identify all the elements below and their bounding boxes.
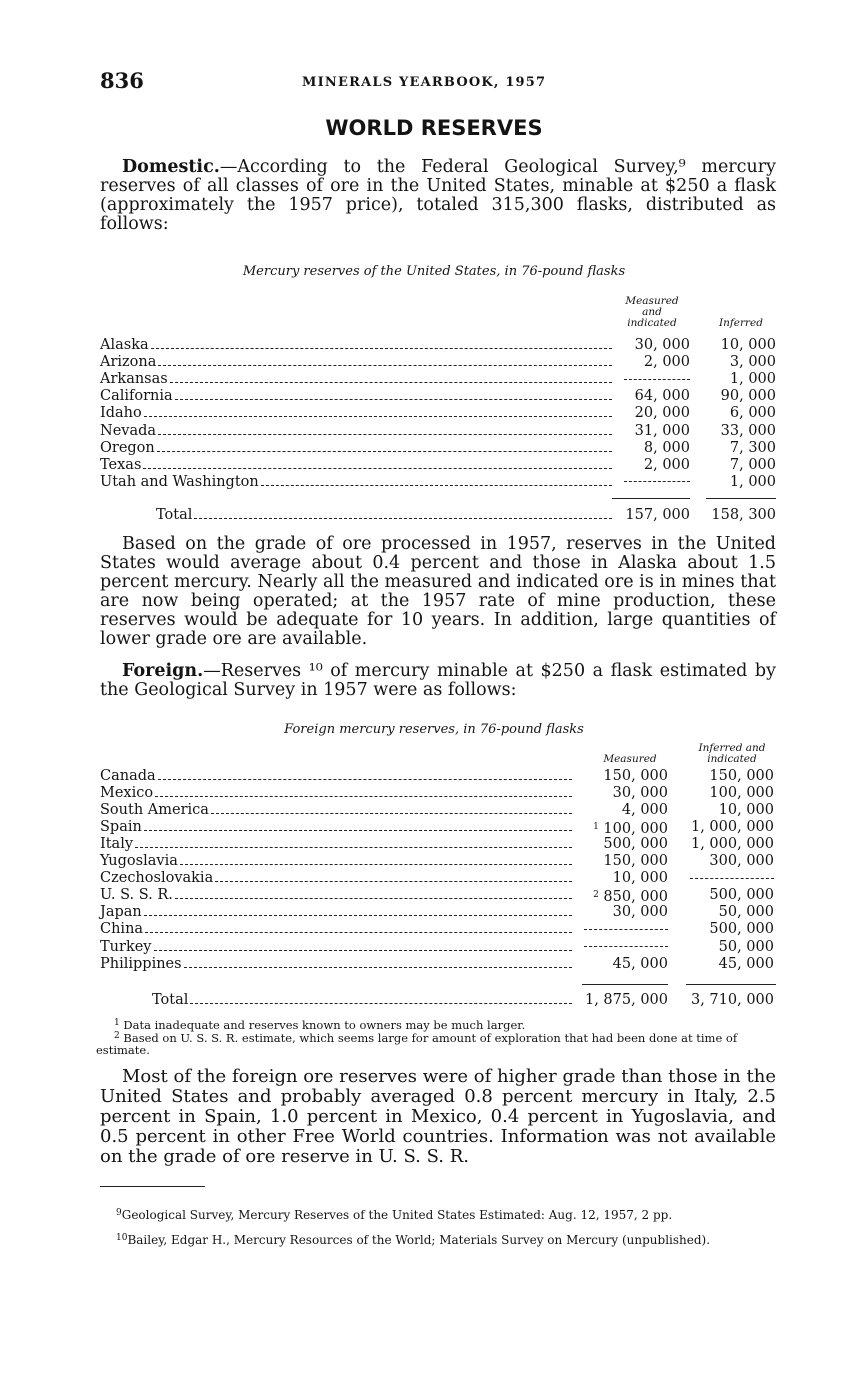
foreign-row-value-1: 4, 000 (621, 802, 668, 819)
us-row-value-1: 8, 000 (643, 439, 690, 456)
footnote-10: $^{10}$Bailey, Edgar H., Mercury Resources of the World; Materials Survey on Mercury (unpublished). (116, 1233, 711, 1247)
table-note-1: $^1$ Data inadequate and reserves known to owners may be much larger. (114, 1018, 526, 1032)
foreign-row-name: Spain (100, 819, 142, 836)
total-rule (612, 498, 690, 499)
us-col2-header: Inferred (719, 317, 763, 329)
us-row (100, 405, 776, 422)
dot-leader (215, 881, 572, 882)
us-row-value-1: 64, 000 (634, 388, 690, 405)
dot-leader (143, 468, 612, 469)
us-row-value-1: 2, 000 (643, 456, 690, 473)
page-header (100, 68, 776, 98)
table-note-2: $^2$ Based on U. S. S. R. estimate, which seems large for amount of exploration that had been done at time of estimate. (96, 1031, 738, 1057)
foreign-total-row (100, 992, 776, 1009)
us-total-row (100, 507, 776, 524)
domestic-lead: Domestic. (122, 157, 220, 177)
foreign-row (100, 939, 776, 956)
foreign-row-value-1: 30, 000 (612, 785, 668, 802)
footnote-separator (100, 1186, 205, 1187)
foreign-text: —Reserves ¹⁰ of mercury minable at $250 a flask estimated by the Geological Survey in 1957 were as follows: (100, 661, 776, 700)
foreign-row-name: Yugoslavia (100, 853, 178, 870)
foreign-row (100, 853, 776, 870)
foreign-row-value-2: 1, 000, 000 (690, 819, 774, 836)
total-rule (686, 984, 776, 985)
foreign-row (100, 887, 776, 904)
foreign-paragraph (100, 662, 776, 700)
dot-leader (184, 967, 572, 968)
foreign-row-value-2: 500, 000 (709, 921, 774, 938)
foreign-row-name: Turkey (100, 938, 152, 955)
us-row-name: Texas (100, 456, 142, 473)
foreign-row-value-2: 300, 000 (709, 853, 774, 870)
no-data-dash (624, 481, 690, 482)
foreign-total-row-value-2: 3, 710, 000 (690, 992, 774, 1008)
foreign-row (100, 785, 776, 802)
us-row-value-2: 33, 000 (720, 422, 776, 439)
us-row (100, 354, 776, 371)
dot-leader (135, 847, 572, 848)
page-number: 836 (100, 68, 144, 93)
running-head: MINERALS YEARBOOK, 1957 (302, 75, 547, 90)
no-data-dash (584, 946, 668, 947)
us-row-value-2: 3, 000 (729, 354, 776, 371)
us-row-value-1: 31, 000 (634, 422, 690, 439)
closing-paragraph: Most of the foreign ore reserves were of higher grade than those in the United States and probably averaged 0.8 percent mercury in Italy, 2.5 percent in Spain, 1.0 percent in Mexico, 0.4 percent in Yugoslavia, and 0.5 percent in other Free World countries. Information was not available on the grade of ore reserve in U. S. S. R. (100, 1066, 776, 1167)
foreign-row (100, 802, 776, 819)
foreign-row-name: Japan (100, 904, 142, 921)
us-row-name: Utah and Washington (100, 473, 259, 490)
us-row-name: Alaska (100, 337, 149, 353)
dot-leader (155, 796, 572, 797)
grade-paragraph: Based on the grade of ore processed in 1957, reserves in the United States would average about 0.4 percent and those in Alaska about 1.5 percent mercury. Nearly all the measured and indicated ore is in mines that are now being operated; at the 1957 rate of mine production, these reserves would be adequate for 10 years. In addition, large quantities of lower grade ore are available. (100, 534, 776, 649)
us-row (100, 423, 776, 440)
dot-leader (180, 864, 572, 865)
no-data-dash (624, 379, 690, 380)
us-col1-header: Measured and indicated (625, 295, 679, 329)
foreign-row (100, 956, 776, 973)
foreign-row-value-2 (690, 870, 774, 887)
foreign-row-value-2: 500, 000 (709, 887, 774, 904)
foreign-row-name: Philippines (100, 955, 182, 972)
dot-leader (261, 485, 612, 486)
foreign-lead: Foreign. (122, 661, 204, 681)
us-row-value-1 (624, 474, 690, 491)
dot-leader (158, 365, 612, 366)
us-total-row-value-2: 158, 300 (711, 507, 776, 523)
foreign-row-name: China (100, 921, 144, 938)
us-row-name: Arkansas (100, 371, 168, 388)
us-row (100, 371, 776, 388)
us-row-name: Idaho (100, 405, 142, 422)
us-row-name: Nevada (100, 422, 157, 439)
dot-leader (151, 348, 612, 349)
section-title: WORLD RESERVES (325, 116, 543, 140)
foreign-row-value-1: 500, 000 (603, 836, 668, 853)
foreign-row (100, 904, 776, 921)
foreign-row-value-2: 50, 000 (718, 938, 774, 955)
dot-leader (175, 399, 612, 400)
dot-leader (158, 779, 572, 780)
us-row-value-1: 2, 000 (643, 354, 690, 371)
us-row (100, 388, 776, 405)
dot-leader (158, 434, 612, 435)
dot-leader (190, 1003, 572, 1004)
dot-leader (170, 382, 612, 383)
us-row (100, 337, 776, 354)
us-total-row-name: Total (156, 507, 193, 523)
foreign-row-value-1: 150, 000 (603, 768, 668, 784)
us-row-value-2: 6, 000 (729, 405, 776, 422)
us-row-value-2: 90, 000 (720, 388, 776, 405)
us-table-caption: Mercury reserves of the United States, in 76-pound flasks (242, 264, 626, 279)
us-row-value-2: 1, 000 (729, 371, 776, 388)
foreign-row-name: Mexico (100, 785, 154, 802)
no-data-dash (584, 929, 668, 930)
foreign-row (100, 768, 776, 785)
foreign-row-name: Italy (100, 836, 134, 853)
total-rule (706, 498, 776, 499)
foreign-row-name: Canada (100, 768, 156, 784)
foreign-row-value-2: 10, 000 (718, 802, 774, 819)
foreign-row-value-2: 50, 000 (718, 904, 774, 921)
domestic-paragraph (100, 158, 776, 234)
foreign-row-value-1: 10, 000 (612, 870, 668, 887)
foreign-total-row-name: Total (152, 992, 189, 1008)
us-row-name: Oregon (100, 439, 155, 456)
foreign-row-value-2: 100, 000 (709, 785, 774, 802)
foreign-row (100, 819, 776, 836)
footnote-marker: 2 (593, 890, 599, 901)
us-row-name: Arizona (100, 354, 157, 371)
dot-leader (211, 813, 572, 814)
footnote-marker: 1 (593, 822, 599, 833)
foreign-total-row-value-1: 1, 875, 000 (584, 992, 668, 1008)
dot-leader (144, 830, 572, 831)
us-row-value-1: 30, 000 (634, 337, 690, 353)
us-row (100, 457, 776, 474)
us-row-value-2: 10, 000 (720, 337, 776, 353)
foreign-row-name: U. S. S. R. (100, 887, 173, 904)
dot-leader (157, 451, 612, 452)
foreign-row-value-2: 1, 000, 000 (690, 836, 774, 853)
us-row-value-2: 7, 000 (729, 456, 776, 473)
foreign-row-name: Czechoslovakia (100, 870, 214, 887)
foreign-row (100, 836, 776, 853)
foreign-row-value-1: $^1$ 100, 000 (593, 821, 668, 838)
dot-leader (145, 932, 572, 933)
foreign-row-value-2: 45, 000 (718, 955, 774, 972)
footnote-9: $^9$Geological Survey, Mercury Reserves of the United States Estimated: Aug. 12, 1957, 2 pp. (116, 1208, 673, 1222)
dot-leader (194, 518, 612, 519)
foreign-row-value-1: 150, 000 (603, 853, 668, 870)
us-row-value-2: 7, 300 (729, 439, 776, 456)
foreign-row-value-1: 45, 000 (612, 955, 668, 972)
dot-leader (175, 898, 572, 899)
foreign-row (100, 921, 776, 938)
dot-leader (154, 950, 572, 951)
foreign-row-value-1 (584, 939, 668, 956)
us-row-value-1 (624, 371, 690, 388)
foreign-row-value-1: $^2$ 850, 000 (593, 889, 668, 906)
us-total-row-value-1: 157, 000 (625, 507, 690, 523)
total-rule (582, 984, 668, 985)
foreign-row-value-1: 30, 000 (612, 904, 668, 921)
us-row (100, 440, 776, 457)
domestic-text: —According to the Federal Geological Survey,⁹ mercury reserves of all classes of ore in the United States, minable at $250 a flask (approximately the 1957 price), totaled 315,300 flasks, distributed as follows: (100, 157, 776, 234)
us-row-value-2: 1, 000 (729, 473, 776, 490)
foreign-row-name: South America (100, 802, 209, 819)
us-row-name: California (100, 388, 173, 405)
foreign-col2-header: Inferred and indicated (698, 742, 766, 765)
foreign-col1-header: Measured (603, 753, 657, 765)
foreign-row-value-1 (584, 921, 668, 938)
foreign-row-value-2: 150, 000 (709, 768, 774, 784)
dot-leader (144, 416, 612, 417)
foreign-table-caption: Foreign mercury reserves, in 76-pound flasks (284, 722, 584, 737)
us-row (100, 474, 776, 491)
us-row-value-1: 20, 000 (634, 405, 690, 422)
no-data-dash (690, 878, 774, 879)
dot-leader (144, 915, 572, 916)
foreign-row (100, 870, 776, 887)
